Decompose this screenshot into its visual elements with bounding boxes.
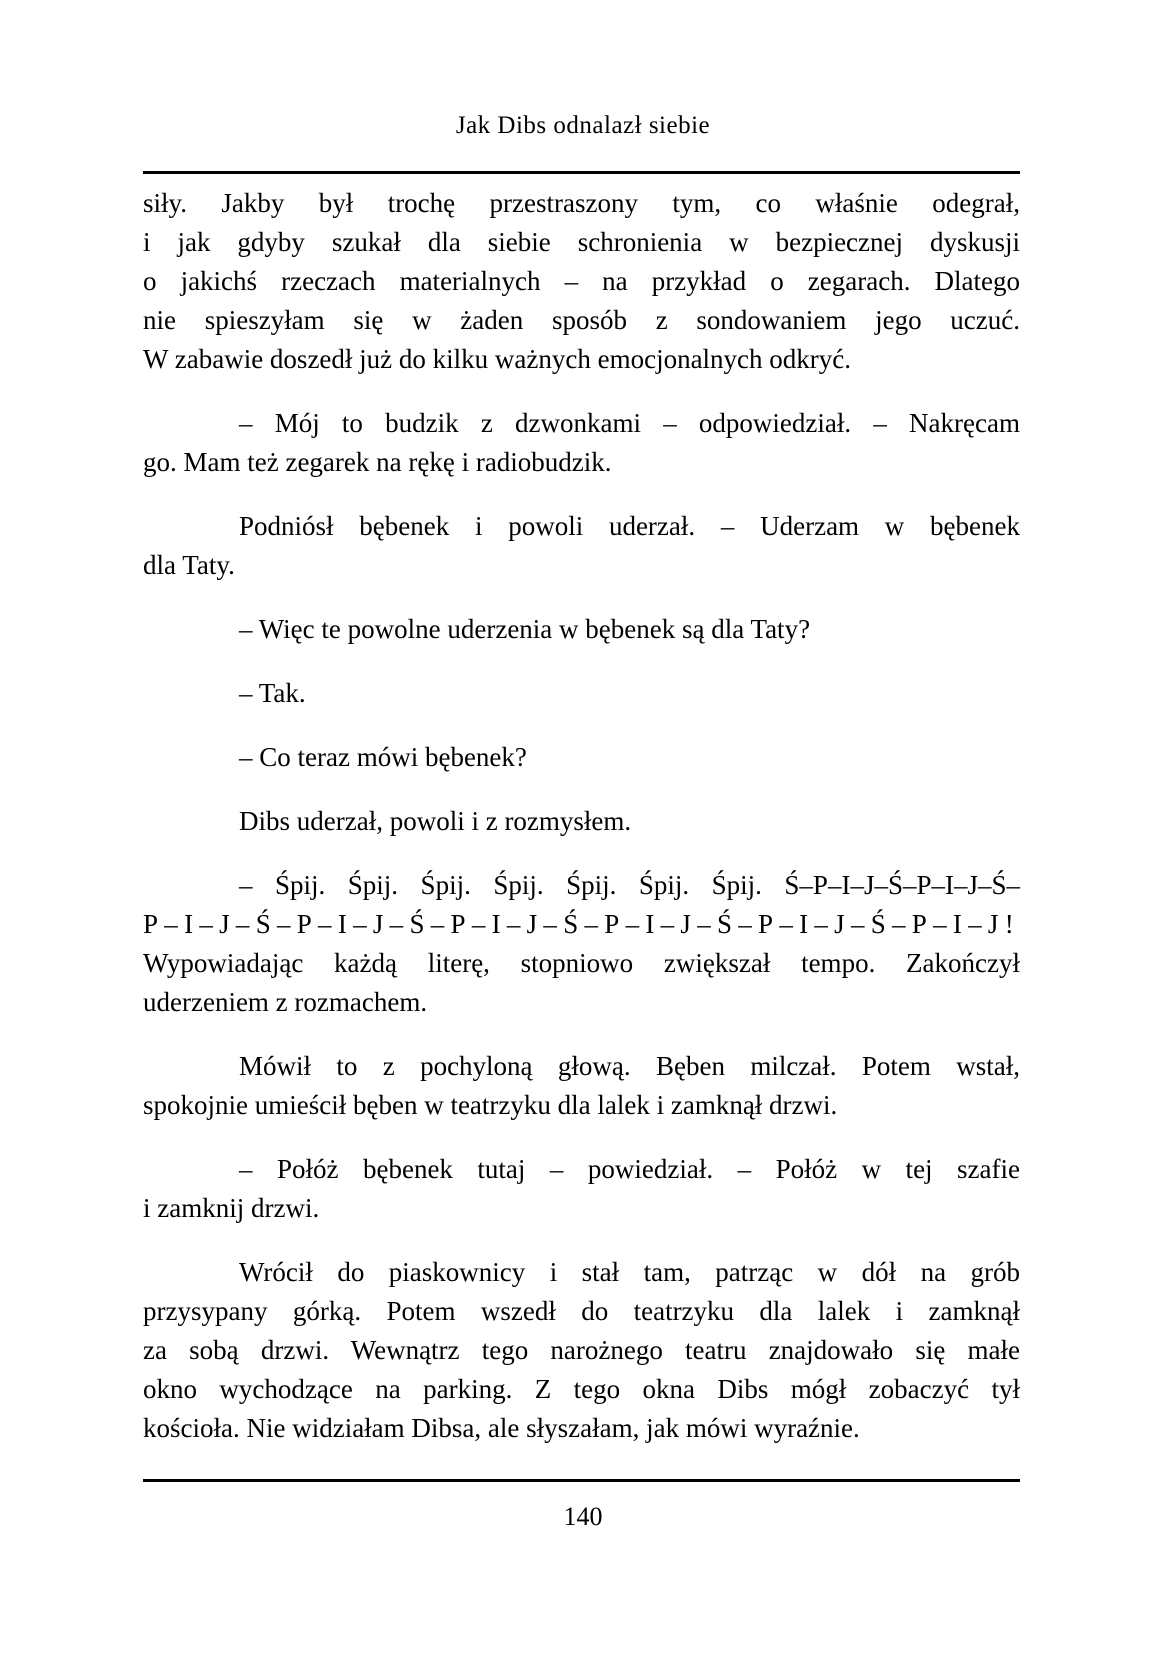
paragraph xyxy=(143,507,1020,585)
paragraph xyxy=(143,184,1020,379)
paragraph xyxy=(143,610,1020,649)
text-line: – Co teraz mówi bębenek? xyxy=(239,742,527,772)
text-line: Wrócił do piaskownicy i stał tam, patrząc w dół na grób xyxy=(239,1257,1020,1287)
text-line: Dibs uderzał, powoli i z rozmysłem. xyxy=(239,806,632,836)
text-line: – Mój to budzik z dzwonkami – odpowiedział. – Nakręcam xyxy=(239,408,1020,438)
text-line: kościoła. Nie widziałam Dibsa, ale słyszałam, jak mówi wyraźnie. xyxy=(143,1413,860,1443)
text-line: Mówił to z pochyloną głową. Bęben milczał. Potem wstał, xyxy=(239,1051,1020,1081)
text-line: okno wychodzące na parking. Z tego okna Dibs mógł zobaczyć tył xyxy=(143,1374,1020,1404)
text-line: – Tak. xyxy=(239,678,306,708)
text-line: Podniósł bębenek i powoli uderzał. – Uderzam w bębenek xyxy=(239,511,1020,541)
text-line: i jak gdyby szukał dla siebie schronienia w bezpiecznej dyskusji xyxy=(143,227,1020,257)
text-line: siły. Jakby był trochę przestraszony tym, co właśnie odegrał, xyxy=(143,188,1020,218)
paragraph xyxy=(143,1253,1020,1448)
header-rule xyxy=(143,171,1020,174)
paragraph xyxy=(143,1047,1020,1125)
paragraph xyxy=(143,1150,1020,1228)
page-number: 140 xyxy=(563,1502,603,1531)
paragraph xyxy=(143,738,1020,777)
text-line: go. Mam też zegarek na rękę i radiobudzik. xyxy=(143,447,612,477)
text-line: P–I–J–Ś–P–I–J–Ś–P–I–J–Ś–P–I–J–Ś–P–I–J–Ś–P–I–J! xyxy=(143,909,1020,939)
paragraph xyxy=(143,866,1020,1022)
text-line: o jakichś rzeczach materialnych – na przykład o zegarach. Dlatego xyxy=(143,266,1020,296)
text-line: uderzeniem z rozmachem. xyxy=(143,987,428,1017)
text-line: – Śpij. Śpij. Śpij. Śpij. Śpij. Śpij. Śpij. Ś–P–I–J–Ś–P–I–J–Ś– xyxy=(239,870,1020,900)
running-header: Jak Dibs odnalazł siebie xyxy=(455,112,711,139)
text-line: W zabawie doszedł już do kilku ważnych emocjonalnych odkryć. xyxy=(143,344,852,374)
text-line: spokojnie umieścił bęben w teatrzyku dla lalek i zamknął drzwi. xyxy=(143,1090,838,1120)
text-line: i zamknij drzwi. xyxy=(143,1193,320,1223)
text-line: dla Taty. xyxy=(143,550,235,580)
text-line: – Połóż bębenek tutaj – powiedział. – Połóż w tej szafie xyxy=(239,1154,1020,1184)
paragraph xyxy=(143,802,1020,841)
paragraph xyxy=(143,674,1020,713)
paragraph xyxy=(143,404,1020,482)
footer-rule xyxy=(143,1479,1020,1482)
text-line: – Więc te powolne uderzenia w bębenek są dla Taty? xyxy=(239,614,811,644)
page-body xyxy=(143,184,1020,1448)
text-line: Wypowiadając każdą literę, stopniowo zwiększał tempo. Zakończył xyxy=(143,948,1020,978)
text-line: przysypany górką. Potem wszedł do teatrzyku dla lalek i zamknął xyxy=(143,1296,1020,1326)
text-line: za sobą drzwi. Wewnątrz tego narożnego teatru znajdowało się małe xyxy=(143,1335,1020,1365)
text-line: nie spieszyłam się w żaden sposób z sondowaniem jego uczuć. xyxy=(143,305,1020,335)
